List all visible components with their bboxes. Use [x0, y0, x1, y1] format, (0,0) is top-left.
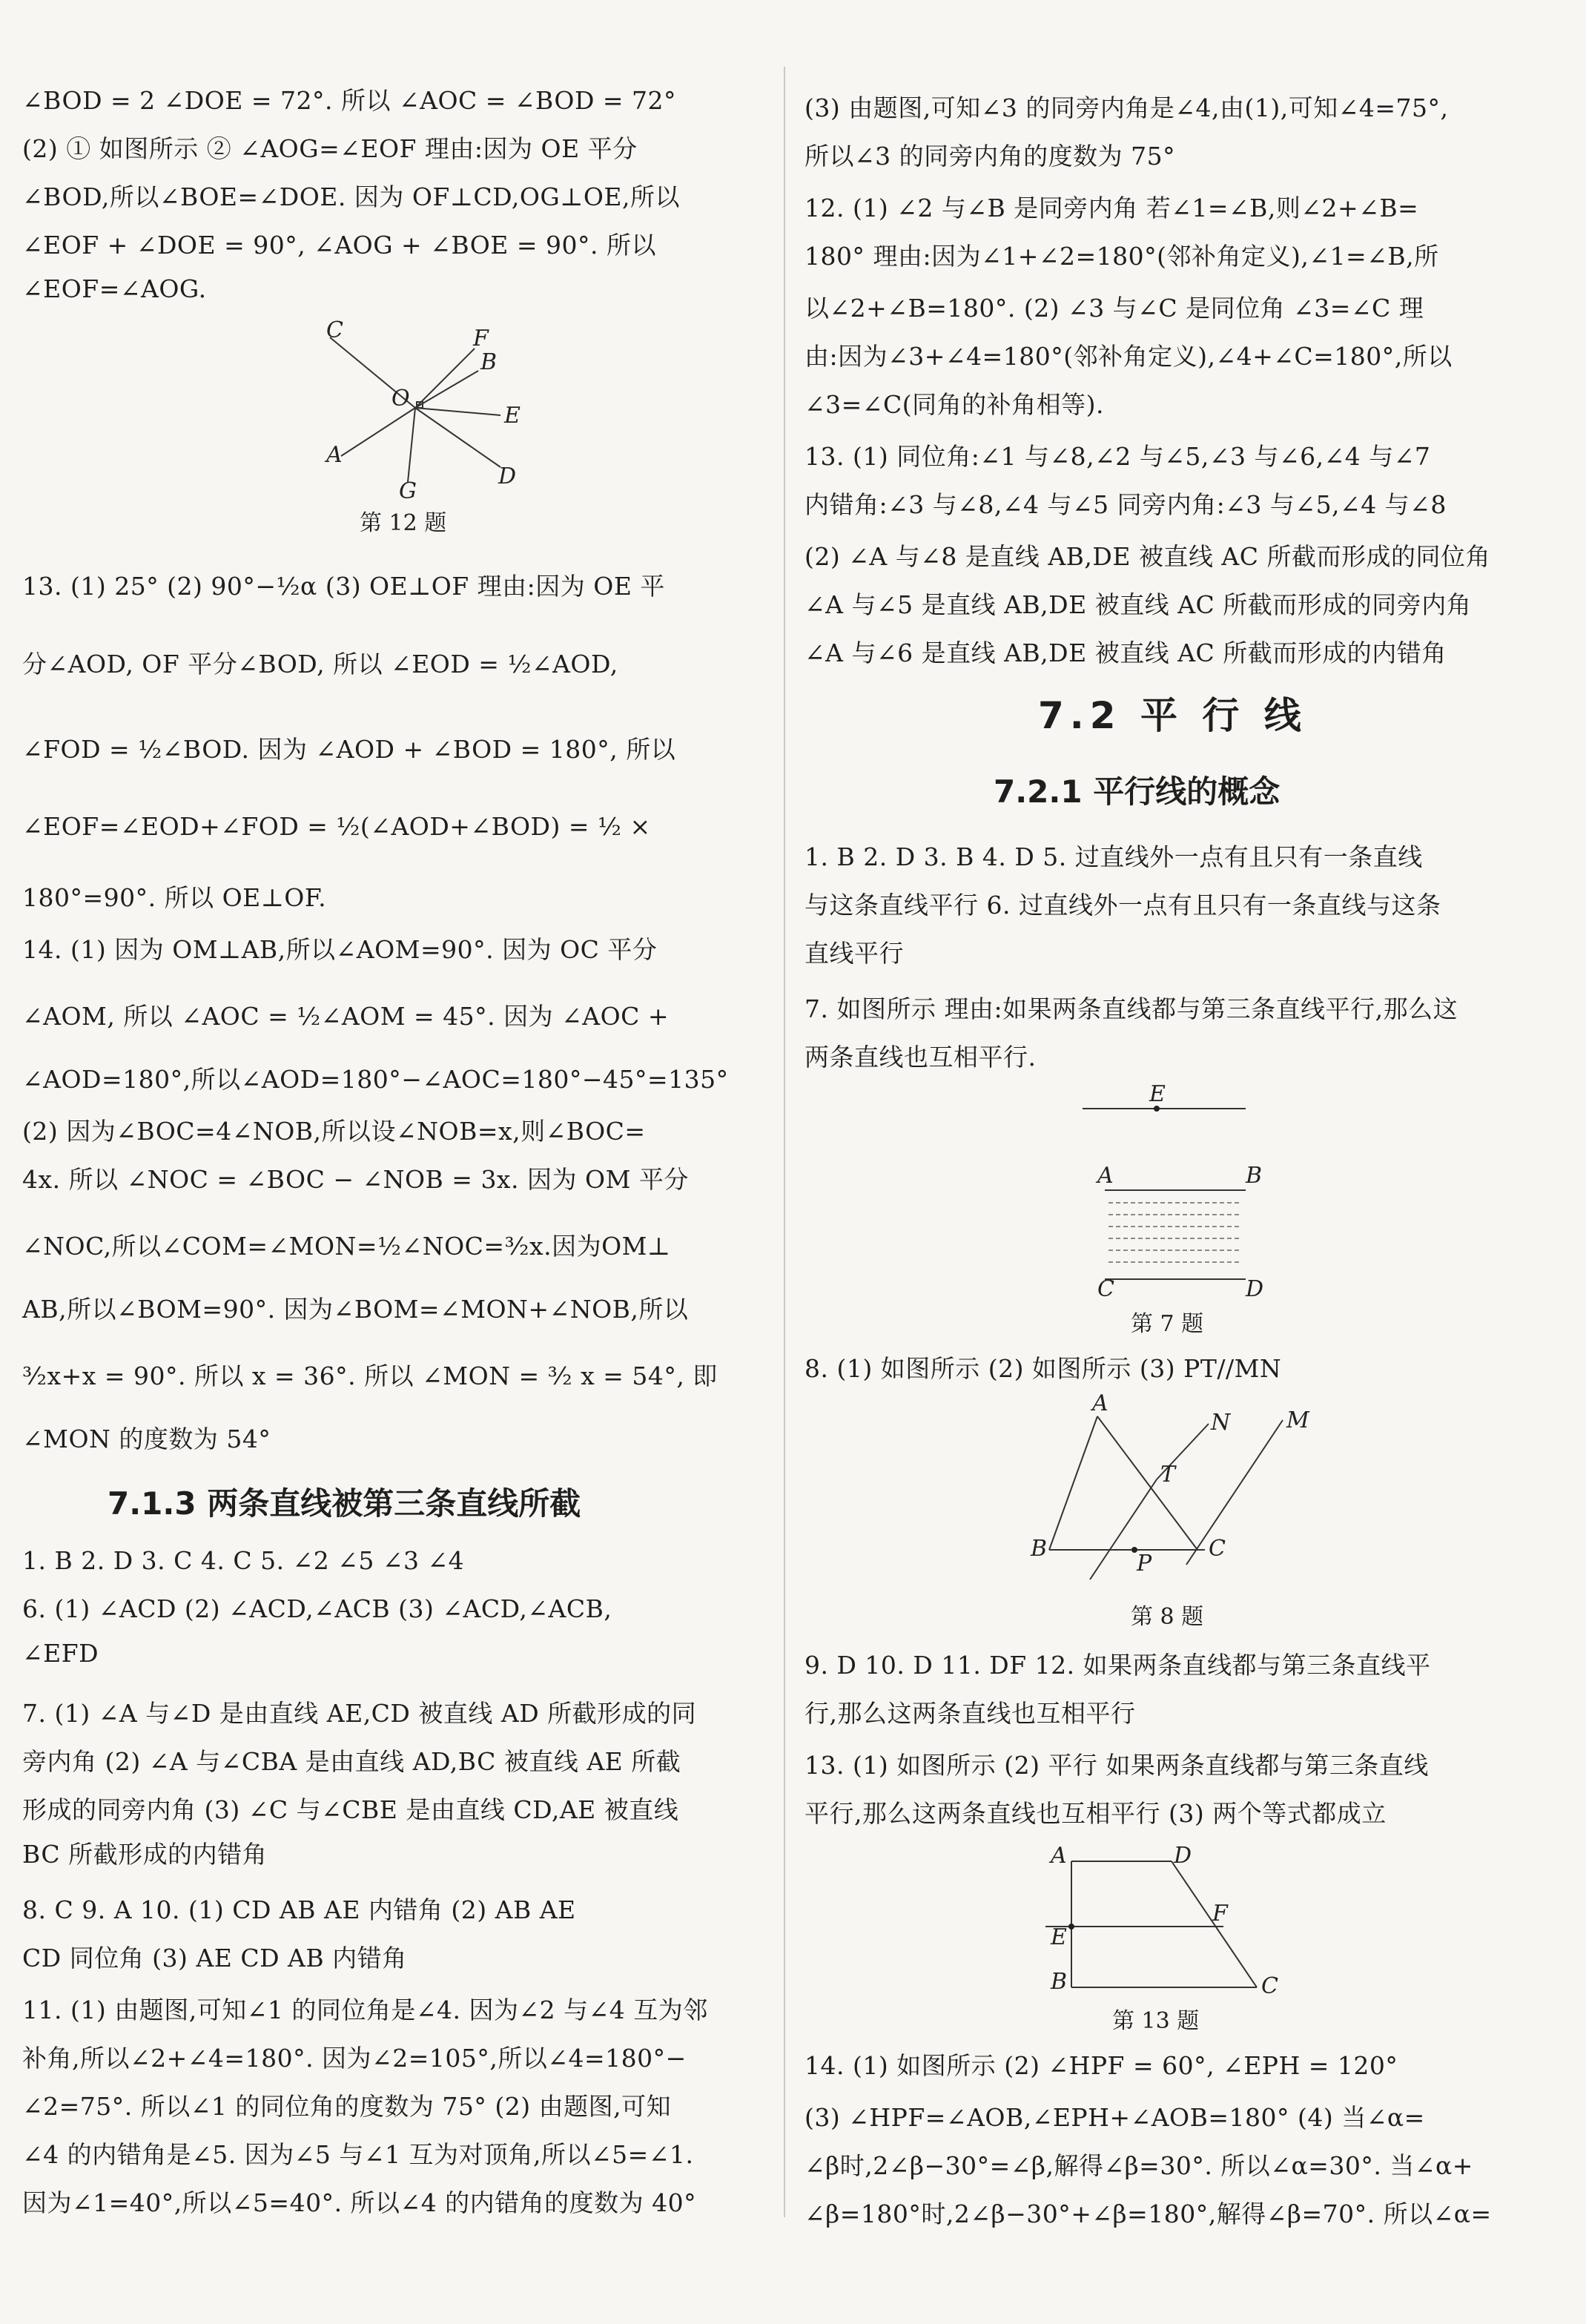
label-E: E [1051, 1924, 1067, 1950]
text-line: 与这条直线平行 6. 过直线外一点有且只有一条直线与这条 [804, 891, 1441, 920]
label-A: A [1097, 1163, 1114, 1189]
section-heading-7-2-1: 7.2.1 平行线的概念 [994, 773, 1281, 810]
text-line: 4x. 所以 ∠NOC = ∠BOC − ∠NOB = 3x. 因为 OM 平分 [22, 1165, 689, 1194]
label-F: F [1212, 1901, 1228, 1927]
text-line: 分∠AOD, OF 平分∠BOD, 所以 ∠EOD = ½∠AOD, [22, 650, 618, 679]
text-line: ∠AOM, 所以 ∠AOC = ½∠AOM = 45°. 因为 ∠AOC + [22, 1002, 670, 1031]
figure-13-caption: 第 13 题 [1112, 2008, 1200, 2034]
label-O: O [391, 386, 410, 412]
text-line: ∠β=180°时,2∠β−30°+∠β=180°,解得∠β=70°. 所以∠α= [804, 2199, 1492, 2228]
text-line: 行,那么这两条直线也互相平行 [804, 1699, 1136, 1728]
side-AC [1097, 1416, 1197, 1550]
label-C: C [1097, 1276, 1114, 1298]
text-line: ∠A 与∠5 是直线 AB,DE 被直线 AC 所截而形成的同旁内角 [804, 590, 1472, 619]
text-line: 11. (1) 由题图,可知∠1 的同位角是∠4. 因为∠2 与∠4 互为邻 [22, 1995, 708, 2024]
text-line: 9. D 10. D 11. DF 12. 如果两条直线都与第三条直线平 [804, 1651, 1431, 1680]
text-line: 8. C 9. A 10. (1) CD AB AE 内错角 (2) AB AE [22, 1895, 576, 1924]
text-line: 7. 如图所示 理由:如果两条直线都与第三条直线平行,那么这 [804, 994, 1458, 1023]
text-line: (2) ① 如图所示 ② ∠AOG=∠EOF 理由:因为 OE 平分 [22, 134, 638, 163]
label-A: A [1051, 1843, 1067, 1869]
label-B: B [1051, 1969, 1068, 1995]
label-E: E [1149, 1081, 1166, 1107]
label-G: G [399, 478, 417, 504]
text-line: ∠EOF + ∠DOE = 90°, ∠AOG + ∠BOE = 90°. 所以 [22, 231, 656, 260]
text-line: 12. (1) ∠2 与∠B 是同旁内角 若∠1=∠B,则∠2+∠B= [804, 194, 1419, 222]
text-line: 1. B 2. D 3. C 4. C 5. ∠2 ∠5 ∠3 ∠4 [22, 1546, 465, 1575]
label-C: C [1261, 1973, 1278, 1999]
text-line: ∠2=75°. 所以∠1 的同位角的度数为 75° (2) 由题图,可知 [22, 2092, 672, 2121]
label-A: A [326, 442, 343, 468]
text-line: 7. (1) ∠A 与∠D 是由直线 AE,CD 被直线 AD 所截形成的同 [22, 1699, 697, 1728]
text-line: ³⁄₂x+x = 90°. 所以 x = 36°. 所以 ∠MON = ³⁄₂ x = 54°, 即 [22, 1361, 718, 1390]
section-heading-7-2: 7.2 平 行 线 [1038, 694, 1307, 737]
text-line: ∠β时,2∠β−30°=∠β,解得∠β=30°. 所以∠α=30°. 当∠α+ [804, 2151, 1473, 2180]
label-D: D [498, 463, 517, 489]
figure-7-caption: 第 7 题 [1131, 1311, 1204, 1337]
text-line: ∠NOC,所以∠COM=∠MON=½∠NOC=³⁄₂x.因为OM⊥ [22, 1232, 671, 1261]
text-line: ∠FOD = ½∠BOD. 因为 ∠AOD + ∠BOD = 180°, 所以 [22, 735, 676, 764]
text-line: CD 同位角 (3) AE CD AB 内错角 [22, 1944, 407, 1973]
line-MN [1186, 1420, 1283, 1565]
figure-8-caption: 第 8 题 [1131, 1604, 1204, 1630]
text-line: 旁内角 (2) ∠A 与∠CBA 是由直线 AD,BC 被直线 AE 所截 [22, 1747, 681, 1776]
text-line: 由:因为∠3+∠4=180°(邻补角定义),∠4+∠C=180°,所以 [804, 342, 1453, 371]
label-D: D [1246, 1276, 1264, 1298]
text-line: 以∠2+∠B=180°. (2) ∠3 与∠C 是同位角 ∠3=∠C 理 [804, 294, 1424, 323]
text-line: 两条直线也互相平行. [804, 1043, 1037, 1072]
text-line: ∠EOF=∠EOD+∠FOD = ½(∠AOD+∠BOD) = ½ × [22, 812, 651, 841]
text-line: 14. (1) 因为 OM⊥AB,所以∠AOM=90°. 因为 OC 平分 [22, 935, 658, 964]
section-heading-7-1-3: 7.1.3 两条直线被第三条直线所截 [108, 1485, 581, 1522]
text-line: 180°=90°. 所以 OE⊥OF. [22, 883, 327, 912]
text-line: ∠3=∠C(同角的补角相等). [804, 390, 1104, 419]
label-P: P [1137, 1551, 1152, 1577]
text-line: 180° 理由:因为∠1+∠2=180°(邻补角定义),∠1=∠B,所 [804, 242, 1439, 271]
label-F: F [473, 326, 489, 351]
text-line: (2) 因为∠BOC=4∠NOB,所以设∠NOB=x,则∠BOC= [22, 1117, 646, 1146]
label-B: B [1031, 1536, 1048, 1562]
text-line: ∠A 与∠6 是直线 AB,DE 被直线 AC 所截而形成的内错角 [804, 638, 1447, 667]
point-E [1068, 1924, 1074, 1929]
text-line: 8. (1) 如图所示 (2) 如图所示 (3) PT//MN [804, 1354, 1282, 1383]
label-N: N [1211, 1410, 1231, 1436]
text-line: (2) ∠A 与∠8 是直线 AB,DE 被直线 AC 所截而形成的同位角 [804, 542, 1491, 571]
text-line: 补角,所以∠2+∠4=180°. 因为∠2=105°,所以∠4=180°− [22, 2044, 687, 2073]
label-A: A [1092, 1394, 1108, 1416]
text-line: ∠AOD=180°,所以∠AOD=180°−∠AOC=180°−45°=135° [22, 1065, 729, 1094]
side-AB [1049, 1416, 1097, 1550]
text-line: 13. (1) 如图所示 (2) 平行 如果两条直线都与第三条直线 [804, 1751, 1429, 1780]
text-line: (3) 由题图,可知∠3 的同旁内角是∠4,由(1),可知∠4=75°, [804, 93, 1449, 122]
figure-8 [1027, 1394, 1338, 1594]
text-line: 平行,那么这两条直线也互相平行 (3) 两个等式都成立 [804, 1799, 1387, 1828]
ray-OD [415, 408, 500, 467]
ray-OE [415, 408, 500, 415]
text-line: 内错角:∠3 与∠8,∠4 与∠5 同旁内角:∠3 与∠5,∠4 与∠8 [804, 490, 1447, 519]
label-T: T [1160, 1462, 1176, 1488]
text-line: 1. B 2. D 3. B 4. D 5. 过直线外一点有且只有一条直线 [804, 842, 1423, 871]
text-line: 14. (1) 如图所示 (2) ∠HPF = 60°, ∠EPH = 120° [804, 2051, 1398, 2080]
text-line: 13. (1) 25° (2) 90°−½α (3) OE⊥OF 理由:因为 OE 平 [22, 572, 665, 601]
label-C: C [326, 319, 343, 343]
text-line: 6. (1) ∠ACD (2) ∠ACD,∠ACB (3) ∠ACD,∠ACB, [22, 1594, 612, 1623]
text-line: 13. (1) 同位角:∠1 与∠8,∠2 与∠5,∠3 与∠6,∠4 与∠7 [804, 442, 1431, 471]
text-line: 所以∠3 的同旁内角的度数为 75° [804, 142, 1176, 171]
text-line: BC 所截形成的内错角 [22, 1840, 268, 1869]
label-E: E [504, 403, 521, 429]
text-line: 因为∠1=40°,所以∠5=40°. 所以∠4 的内错角的度数为 40° [22, 2188, 697, 2217]
figure-13 [1034, 1839, 1316, 2002]
text-line: ∠4 的内错角是∠5. 因为∠5 与∠1 互为对顶角,所以∠5=∠1. [22, 2140, 694, 2169]
figure-12 [297, 319, 549, 504]
ray-OG [408, 408, 415, 482]
label-M: M [1286, 1407, 1309, 1433]
text-line: ∠EFD [22, 1639, 99, 1668]
text-line: (3) ∠HPF=∠AOB,∠EPH+∠AOB=180° (4) 当∠α= [804, 2103, 1425, 2132]
figure-7 [1068, 1075, 1320, 1298]
label-B: B [1246, 1163, 1263, 1189]
text-line: 直线平行 [804, 939, 904, 968]
text-line: ∠BOD,所以∠BOE=∠DOE. 因为 OF⊥CD,OG⊥OE,所以 [22, 182, 680, 211]
text-line: 形成的同旁内角 (3) ∠C 与∠CBE 是由直线 CD,AE 被直线 [22, 1795, 679, 1824]
text-line: ∠MON 的度数为 54° [22, 1425, 271, 1453]
text-line: ∠EOF=∠AOG. [22, 274, 207, 303]
ray-OA [341, 408, 415, 456]
figure-12-caption: 第 12 题 [360, 510, 447, 536]
text-line: AB,所以∠BOM=90°. 因为∠BOM=∠MON+∠NOB,所以 [22, 1295, 689, 1324]
label-C: C [1209, 1536, 1226, 1562]
text-line: ∠BOD = 2 ∠DOE = 72°. 所以 ∠AOC = ∠BOD = 72° [22, 86, 677, 115]
column-divider [784, 67, 785, 2217]
label-D: D [1174, 1843, 1192, 1869]
label-B: B [480, 349, 498, 375]
